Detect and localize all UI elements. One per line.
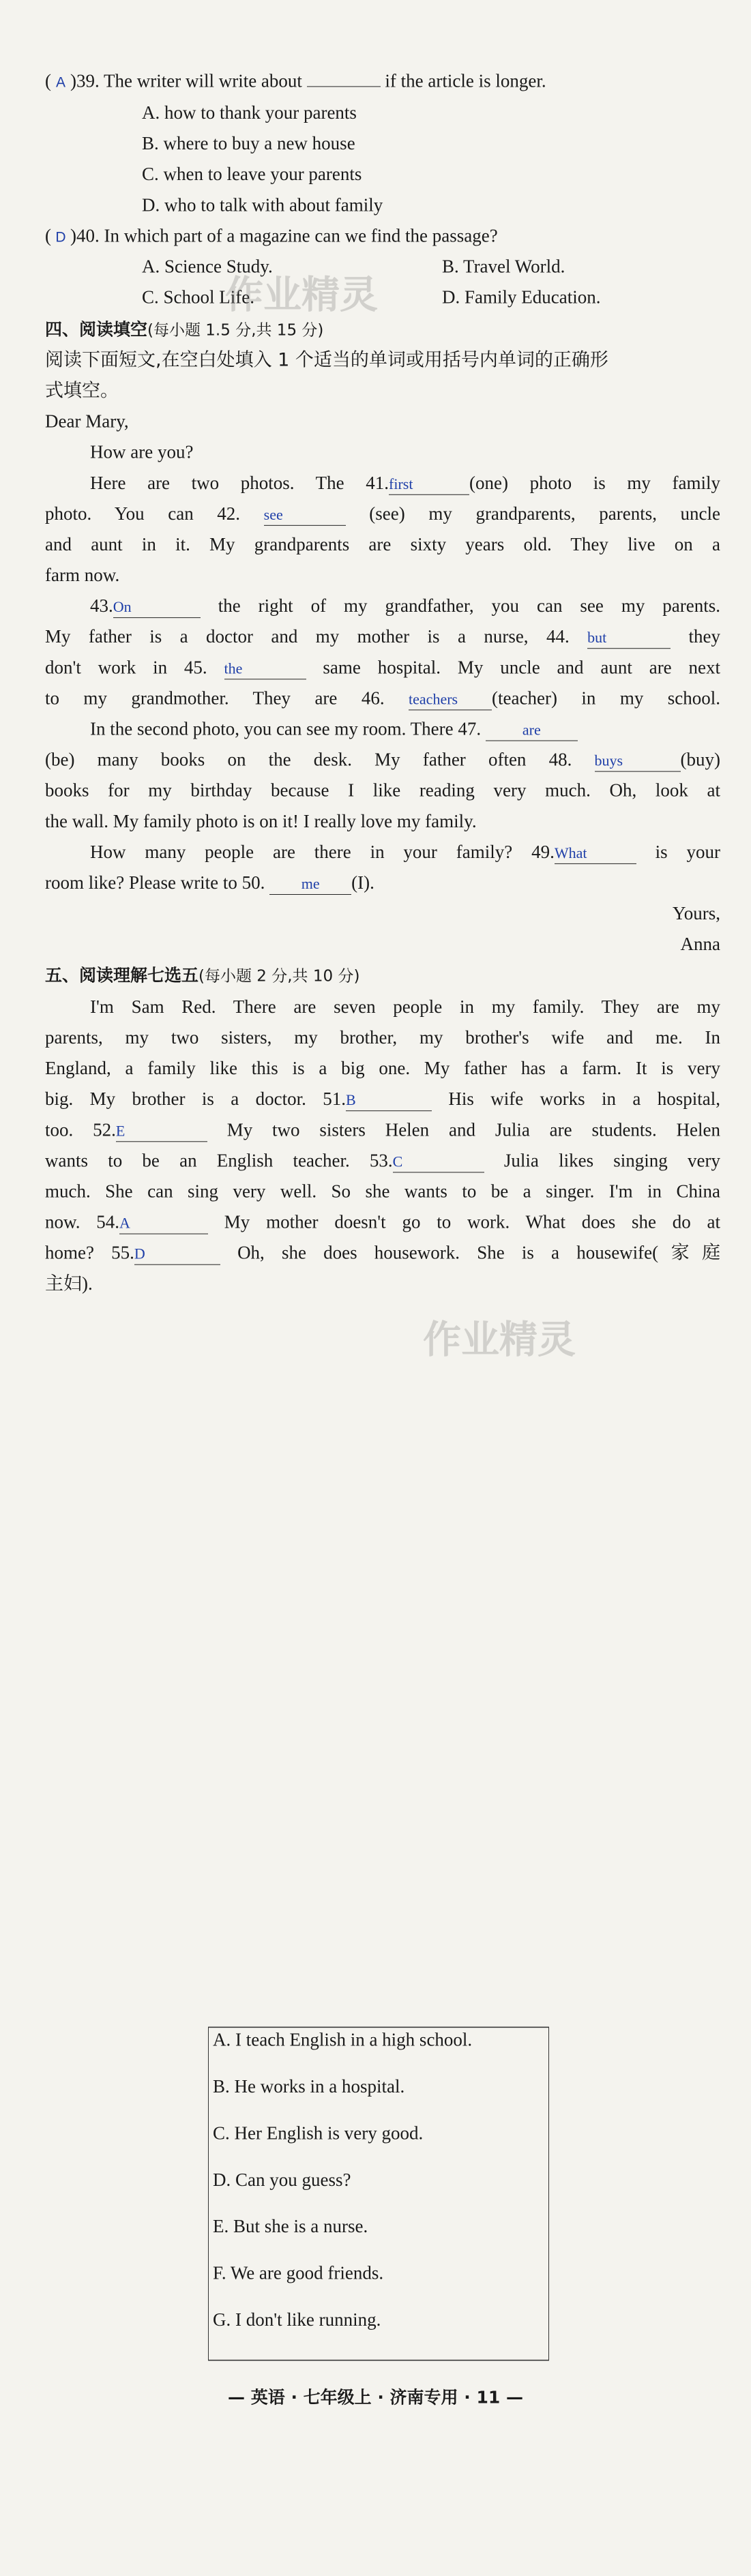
passage-line: parents, my two sisters, my brother, my brother's wife and me. In: [45, 1027, 720, 1048]
answer-54: A: [119, 1214, 130, 1232]
option-c: C. Her English is very good.: [213, 2122, 424, 2144]
option-40-d: D. Family Education.: [442, 286, 601, 308]
option-f: F. We are good friends.: [213, 2262, 384, 2283]
letter-line: How are you?: [90, 441, 194, 462]
answer-39: A: [55, 74, 65, 91]
passage-line: much. She can sing very well. So she wants to be a singer. I'm in China: [45, 1181, 720, 1202]
answer-45: the: [224, 660, 243, 677]
option-a: A. I teach English in a high school.: [213, 2029, 473, 2050]
letter-line: to my grandmother. They are 46. teachers (teacher) in my school.: [45, 683, 720, 713]
blank-55: [134, 1243, 220, 1265]
letter-line: photo. You can 42. see (see) my grandparents, parents, uncle: [45, 499, 720, 529]
blank-52: [116, 1119, 207, 1142]
option-40-b: B. Travel World.: [442, 256, 565, 277]
option-d: D. Can you guess?: [213, 2169, 351, 2190]
passage-line: big. My brother is a doctor. 51.B His wife works in a hospital,: [45, 1084, 720, 1114]
blank-54: [119, 1212, 208, 1234]
blank-51: [346, 1089, 432, 1111]
answer-44: but: [587, 629, 607, 647]
blank-53: [393, 1150, 484, 1172]
option-39-d: D. who to talk with about family: [142, 194, 383, 216]
answer-43: On: [113, 598, 132, 616]
question-40: ( D )40. In which part of a magazine can we find the passage?: [45, 225, 498, 246]
letter-greeting: Dear Mary,: [45, 411, 129, 432]
letter-line: In the second photo, you can see my room. There 47. are: [90, 714, 720, 745]
letter-line: books for my birthday because I like reading very much. Oh, look at: [45, 780, 720, 801]
answer-46: teachers: [409, 690, 458, 708]
letter-line: (be) many books on the desk. My father often 48. buys (buy): [45, 745, 720, 775]
option-g: G. I don't like running.: [213, 2309, 381, 2330]
option-b: B. He works in a hospital.: [213, 2075, 405, 2097]
passage-line: England, a family like this is a big one. My father has a farm. It is very: [45, 1058, 720, 1079]
letter-signature: Anna: [680, 934, 720, 955]
passage-line: wants to be an English teacher. 53.C Julia likes singing very: [45, 1145, 720, 1176]
letter-line: don't work in 45. the same hospital. My uncle and aunt are next: [45, 652, 720, 683]
watermark: 作业精灵: [423, 1318, 576, 1363]
option-e: E. But she is a nurse.: [213, 2216, 368, 2237]
answer-52: E: [115, 1122, 126, 1140]
blank-43: [113, 595, 201, 618]
option-40-a: A. Science Study.: [142, 256, 273, 277]
blank-50: [269, 872, 351, 895]
question-39: ( A )39. The writer will write about if the article is longer.: [45, 70, 546, 91]
letter-line: How many people are there in your family? 49.What is your: [90, 837, 720, 868]
section-4-instruction-cont: 式填空。: [45, 380, 119, 402]
option-39-b: B. where to buy a new house: [142, 133, 355, 154]
letter-line: 43.On the right of my grandfather, you can see my parents.: [90, 591, 720, 621]
answer-40: D: [55, 229, 66, 246]
passage-line: 主妇).: [45, 1273, 93, 1294]
answer-47: are: [522, 721, 541, 739]
blank-46: [409, 687, 492, 710]
blank-41: [389, 473, 469, 495]
passage-line: now. 54.A My mother doesn't go to work. What does she do at: [45, 1207, 720, 1238]
answer-48: buys: [594, 752, 623, 769]
letter-line: farm now.: [45, 565, 120, 586]
letter-line: and aunt in it. My grandparents are sixty years old. They live on a: [45, 533, 720, 554]
section-4-instruction: 阅读下面短文,在空白处填入 1 个适当的单词或用括号内单词的正确形: [45, 349, 608, 371]
letter-line: the wall. My family photo is on it! I really love my family.: [45, 810, 477, 831]
answer-55: D: [134, 1245, 145, 1262]
letter-closing: Yours,: [672, 903, 720, 924]
section-5-heading: 五、阅读理解七选五(每小题 2 分,共 10 分): [45, 965, 360, 986]
blank-49: [555, 842, 636, 864]
answer-41: first: [389, 475, 413, 492]
blank-47: [486, 719, 578, 741]
answer-42: see: [263, 505, 283, 523]
letter-line: Here are two photos. The 41.first (one) photo is my family: [90, 468, 720, 499]
blank-39: [307, 86, 381, 87]
blank-44: [587, 626, 671, 649]
option-40-c: C. School Life.: [142, 286, 254, 308]
passage-line: too. 52.E My two sisters Helen and Julia are students. Helen: [45, 1114, 720, 1145]
watermark: 作业精灵: [225, 273, 378, 318]
passage-line: I'm Sam Red. There are seven people in my family. They are my: [90, 996, 720, 1017]
options-box: [208, 2027, 549, 2361]
answer-50: me: [301, 874, 320, 892]
answer-51: B: [346, 1091, 356, 1109]
blank-48: [595, 750, 681, 772]
option-39-c: C. when to leave your parents: [142, 164, 362, 185]
blank-42: [264, 503, 346, 526]
section-4-heading: 四、阅读填空(每小题 1.5 分,共 15 分): [45, 319, 324, 340]
option-39-a: A. how to thank your parents: [142, 102, 357, 123]
page-footer: — 英语 · 七年级上 · 济南专用 · 11 —: [228, 2387, 523, 2408]
letter-line: My father is a doctor and my mother is a nurse, 44. but they: [45, 621, 720, 652]
answer-49: What: [554, 844, 587, 861]
answer-53: C: [392, 1153, 403, 1170]
blank-45: [224, 657, 306, 679]
letter-line: room like? Please write to 50. me (I).: [45, 868, 720, 898]
passage-line: home? 55.D Oh, she does housework. She is a housewife(家庭: [45, 1238, 720, 1269]
